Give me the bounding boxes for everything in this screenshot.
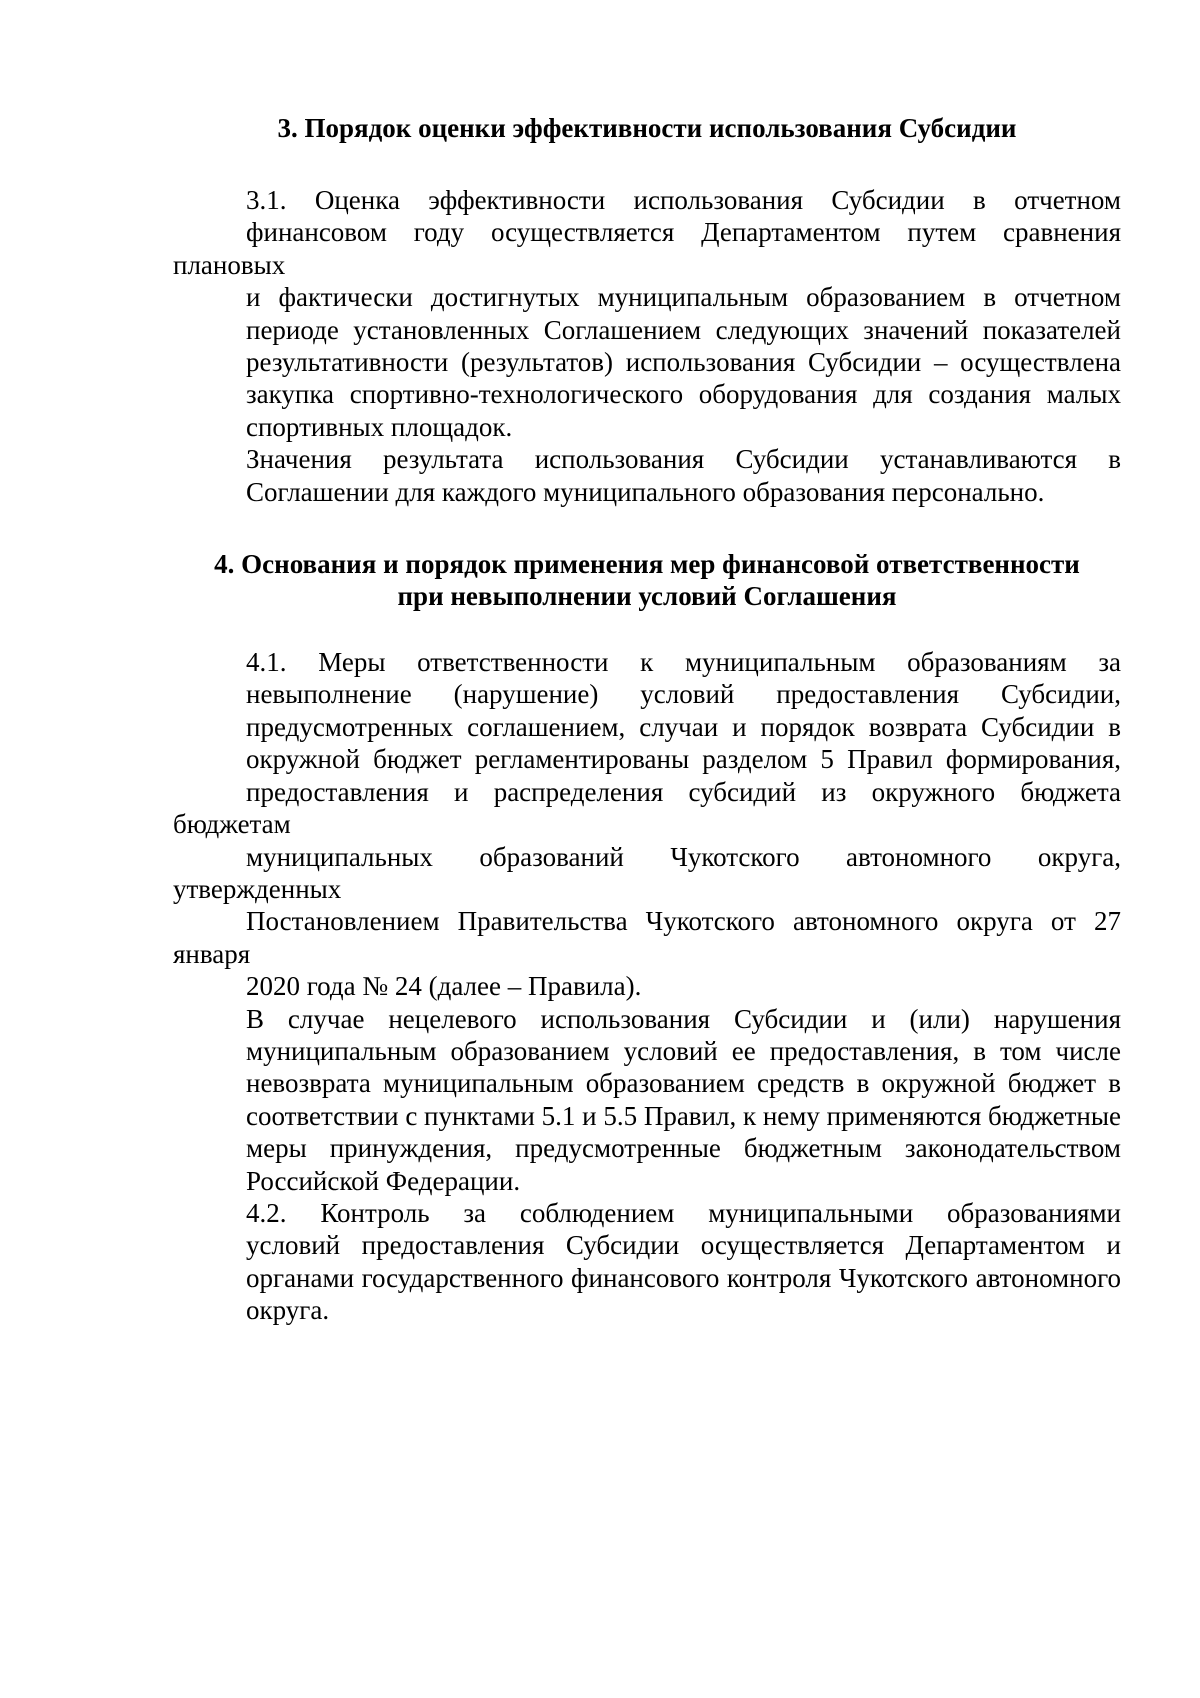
text-line: 3.1. Оценка эффективности использования Субсидии в отчетном xyxy=(246,185,1121,215)
text-line: 4.2. Контроль за соблюдением муниципальными образованиями xyxy=(246,1197,1121,1228)
text-line: Значения результата использования Субсидии устанавливаются в xyxy=(246,444,1121,475)
text-line: органами государственного финансового контроля Чукотского автономного xyxy=(246,1262,1121,1293)
text-line: муниципальных образований Чукотского автономного округа, утвержденных xyxy=(173,841,1121,904)
text-line: предоставления и распределения субсидий из окружного бюджета бюджетам xyxy=(173,776,1121,840)
text-line: Постановлением Правительства Чукотского автономного округа от 27 января xyxy=(173,906,1121,969)
text-line: невыполнение (нарушение) условий предоставления Субсидии, xyxy=(246,679,1121,710)
text-line: 2020 года № 24 (далее – Правила). xyxy=(246,971,642,1002)
paragraph-3-values xyxy=(173,443,1121,508)
text-line: и фактически достигнутых муниципальным образованием в отчетном xyxy=(246,282,1121,313)
section-4-heading-line-2: при невыполнении условий Соглашения xyxy=(397,581,897,612)
text-line: закупка спортивно-технологического оборудования для создания малых xyxy=(246,379,1121,410)
text-line: округа. xyxy=(246,1295,330,1326)
section-4-heading xyxy=(173,548,1121,612)
text-line: невозврата муниципальным образованием средств в окружной бюджет в xyxy=(246,1068,1121,1099)
section-4-heading-line-1: 4. Основания и порядок применения мер финансовой ответственности xyxy=(214,549,1080,580)
paragraph-3-1 xyxy=(173,184,1121,443)
text-line: Соглашении для каждого муниципального образования персонально. xyxy=(246,476,1045,507)
text-line: соответствии с пунктами 5.1 и 5.5 Правил, к нему применяются бюджетные xyxy=(246,1100,1121,1131)
text-line: меры принуждения, предусмотренные бюджетным законодательством xyxy=(246,1133,1121,1164)
paragraph-4-sanctions xyxy=(173,1003,1121,1197)
section-3-heading: 3. Порядок оценки эффективности использования Субсидии xyxy=(277,113,1017,143)
text-line: окружной бюджет регламентированы разделом 5 Правил формирования, xyxy=(246,744,1121,775)
text-line: В случае нецелевого использования Субсидии и (или) нарушения xyxy=(246,1003,1121,1034)
paragraph-4-1 xyxy=(173,646,1121,1002)
text-line: периоде установленных Соглашением следующих значений показателей xyxy=(246,314,1121,345)
paragraph-4-2 xyxy=(173,1197,1121,1327)
document-page xyxy=(173,112,1121,1327)
text-line: финансовом году осуществляется Департаментом путем сравнения плановых xyxy=(173,217,1121,280)
text-line: предусмотренных соглашением, случаи и порядок возврата Субсидии в xyxy=(246,711,1121,742)
text-line: условий предоставления Субсидии осуществляется Департаментом и xyxy=(246,1230,1121,1261)
text-line: результативности (результатов) использования Субсидии – осуществлена xyxy=(246,347,1121,378)
text-line: Российской Федерации. xyxy=(246,1165,521,1196)
text-line: муниципальным образованием условий ее предоставления, в том числе xyxy=(246,1035,1121,1066)
text-line: спортивных площадок. xyxy=(246,411,513,442)
text-line: 4.1. Меры ответственности к муниципальным образованиям за xyxy=(246,647,1121,678)
